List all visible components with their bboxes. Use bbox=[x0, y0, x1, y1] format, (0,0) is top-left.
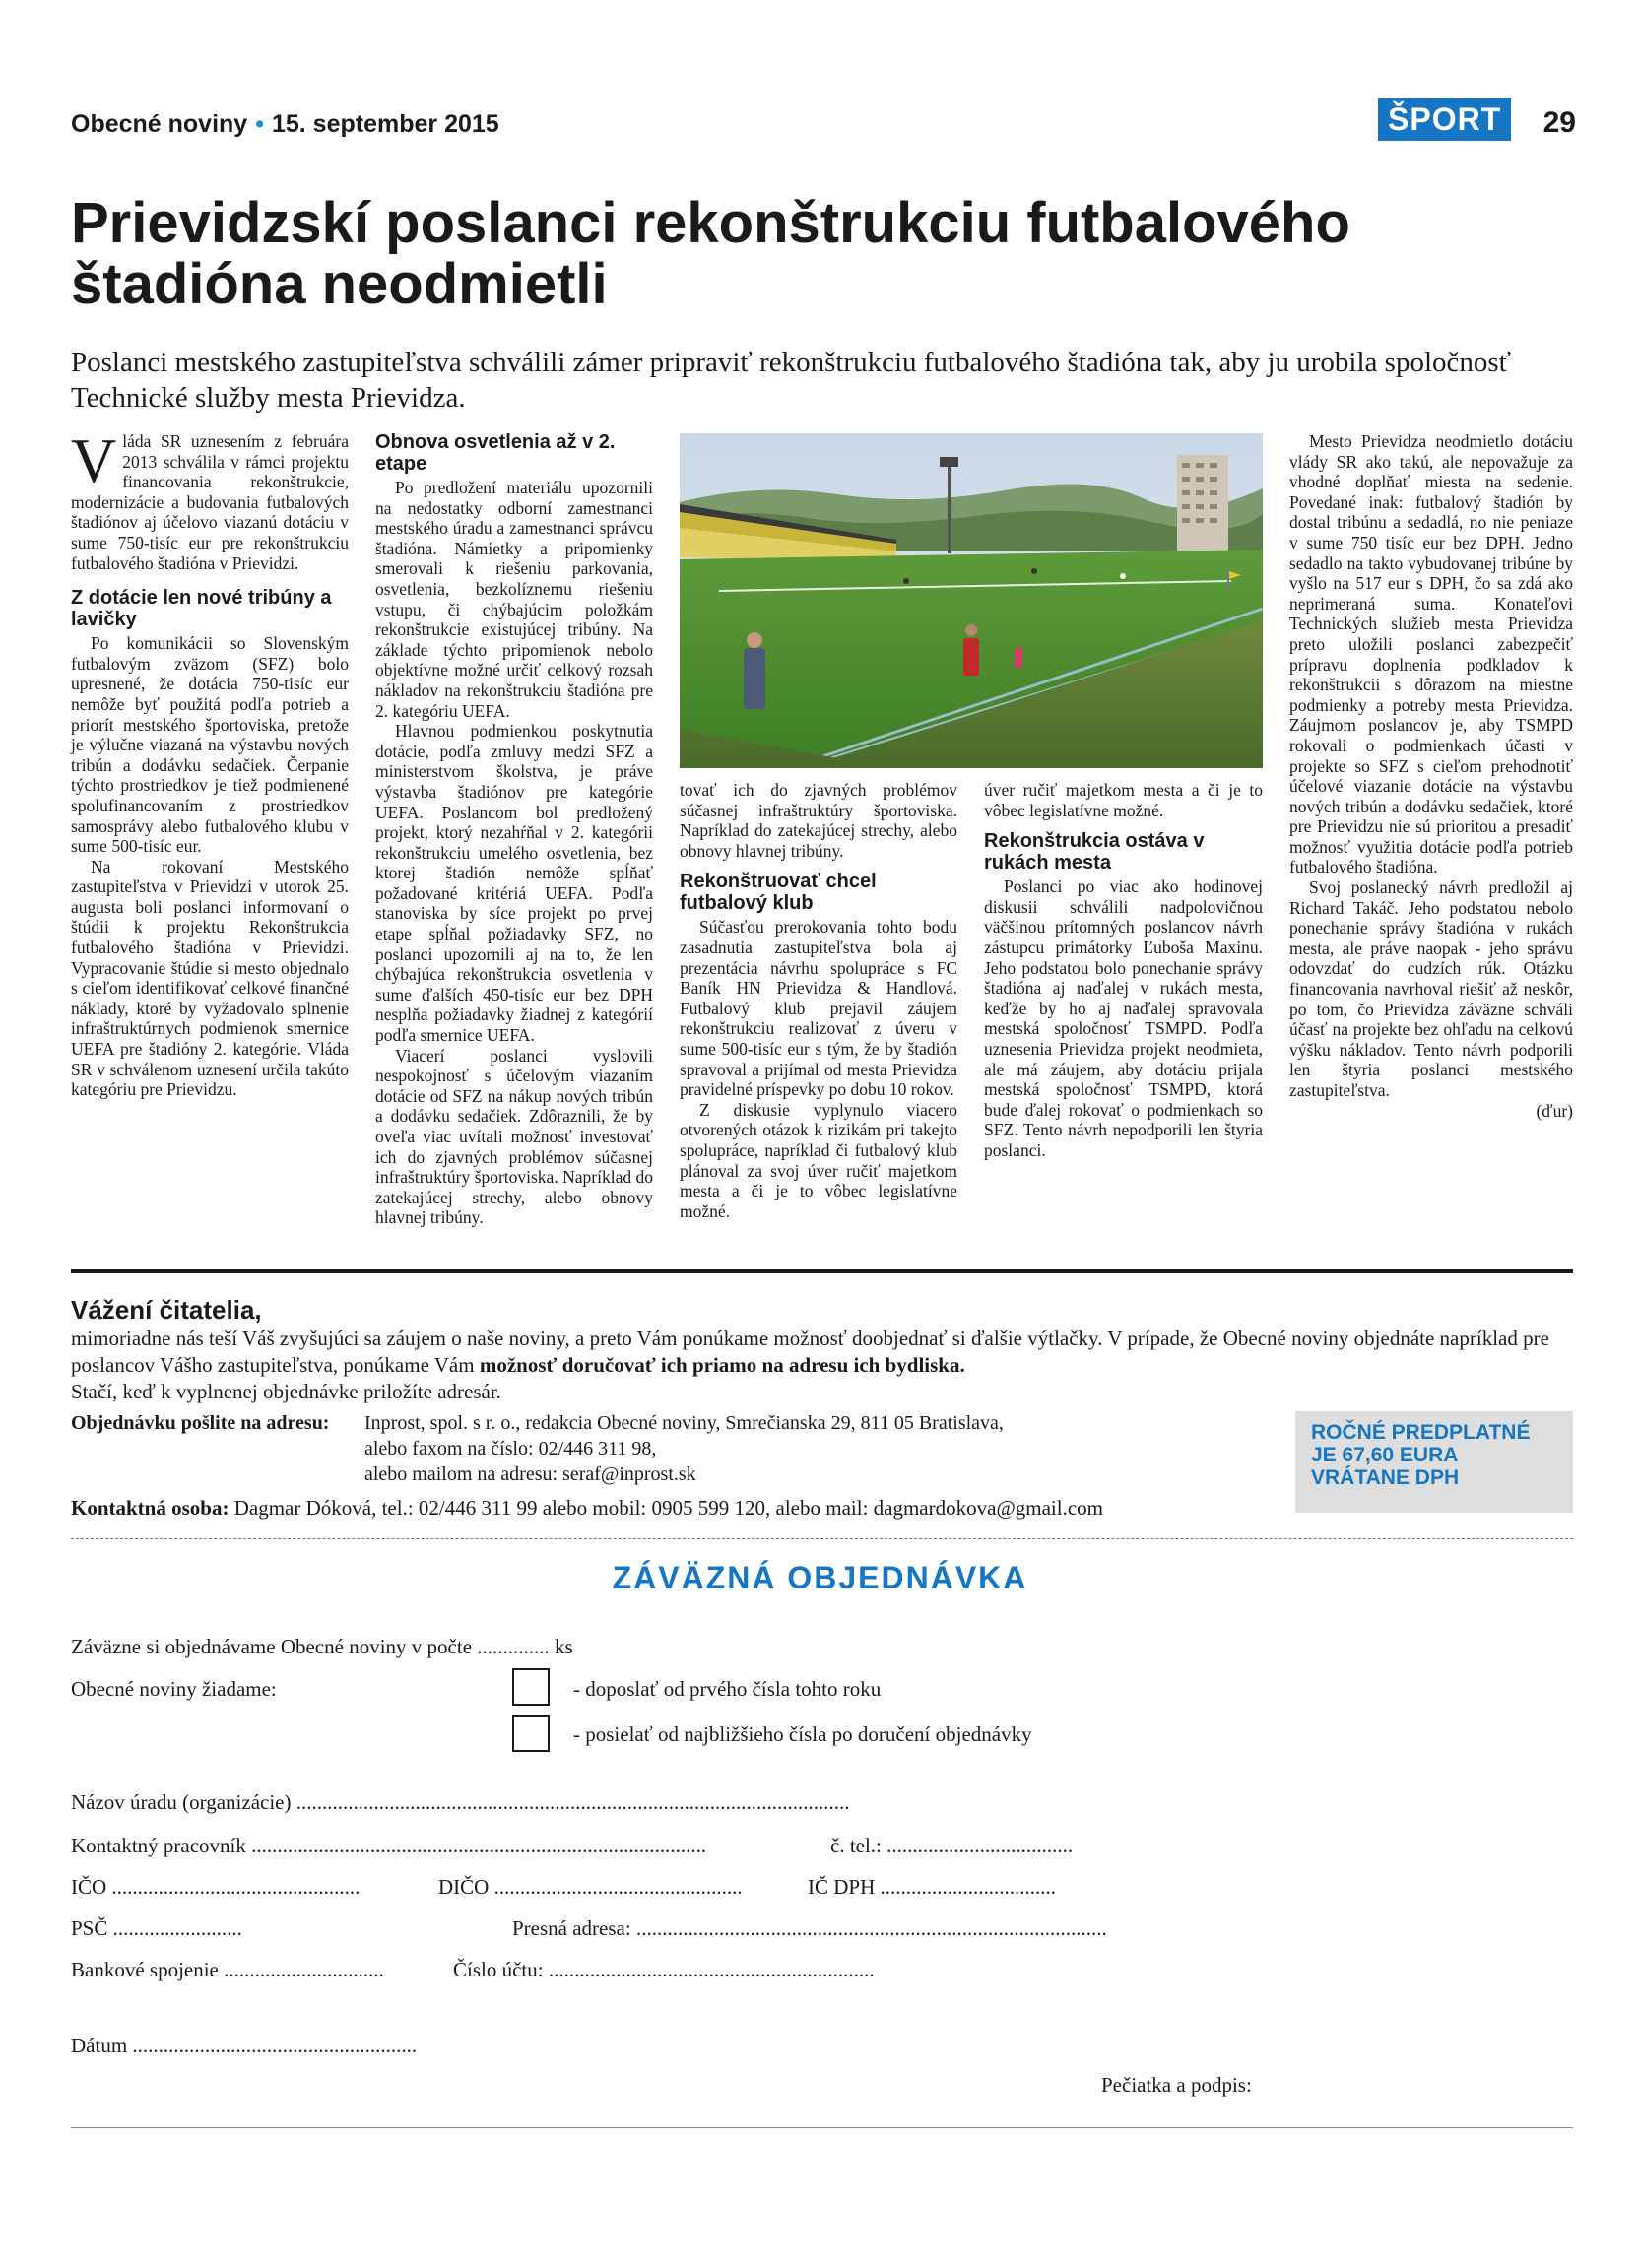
form-title: ZÁVÄZNÁ OBJEDNÁVKA bbox=[612, 1560, 1028, 1595]
intro-paragraph bbox=[71, 425, 349, 573]
article-column-1 bbox=[71, 425, 349, 1100]
option-from-next-issue: - posielať od najbližšieho čísla po doručení objednávky bbox=[573, 1722, 1032, 1746]
option-from-first-issue: - doposlať od prvého čísla tohto roku bbox=[573, 1677, 882, 1701]
intro-text: láda SR uznesením z februára 2013 schválila v rámci projektu financovania rekonštrukcie, modernizácie a budovania futbalových štadiónov aj účelovo viazanú dotáciu v sume 750-tisíc eur pre rekonštrukciu futbalového štadióna v Prievidzi. bbox=[71, 431, 349, 573]
subscription-box bbox=[1295, 1411, 1573, 1513]
paper-name: Obecné noviny bbox=[71, 110, 248, 138]
subscription-price: JE 67,60 EURA bbox=[1311, 1444, 1459, 1466]
field-account[interactable]: Číslo účtu: ............................................................... bbox=[453, 1958, 875, 1981]
paragraph: Poslanci po viac ako hodinovej diskusii schválili nadpolovičnou väčšinou prítomných poslancov návrh zástupcu primátorky Ľuboša Maxinu. Jeho podstatou bolo ponechanie správy štadióna aj naďalej v rukách mesta, keďže by ho aj naďalej spravovala mestská spoločnosť TSMPD. Podľa uznesenia Prievidza projekt neodmieta, ale má záujem, aby dotáciu prijala mestská spoločnosť TSMPD, ktorá bude ďalej rokovať o podmienkach so SFZ. Tento návrh nepodporili len štyria poslanci. bbox=[984, 876, 1263, 1160]
paragraph: Viacerí poslanci vyslovili nespokojnosť s účelovým viazaním dotácie od SFZ na nákup nových tribún a dodávku sedačiek. Zdôraznili, že by oveľa viac uvítali možnosť investovať ich do zjavných problémov súčasnej infraštruktúry športoviska. Napríklad do zatekajúcej strechy, alebo obnovy hlavnej tribúny. bbox=[375, 1045, 653, 1228]
stadium-photo bbox=[680, 433, 1263, 768]
form-request-label: Obecné noviny žiadame: bbox=[71, 1677, 277, 1701]
masthead bbox=[71, 101, 1576, 146]
article-column-3 bbox=[680, 780, 957, 1221]
article-headline: Prievidzskí poslanci rekonštrukciu futbalového štadióna neodmietli bbox=[71, 191, 1350, 316]
article-column-4 bbox=[984, 780, 1263, 1161]
author-signature: (ďur) bbox=[1536, 1100, 1573, 1121]
field-contact-person[interactable]: Kontaktný pracovník ........................................................................................ bbox=[71, 1834, 707, 1857]
dropcap: V bbox=[71, 425, 117, 495]
contact-label: Kontaktná osoba: bbox=[71, 1496, 230, 1520]
paragraph: Svoj poslanecký návrh predložil aj Richard Takáč. Jeho podstatou nebolo ponechanie správy štadióna v rukách mesta, ale práve naopak - jeho správu odovzdať do cudzích rúk. Otázku financovania navrhoval riešiť až neskôr, po tom, čo Prievidza záväzne schváli účasť na projekte bez ohľadu na celkovú výšku nákladov. Tento návrh podporili len štyria poslanci mestského zastupiteľstva. bbox=[1289, 877, 1573, 1100]
contact-line bbox=[71, 1496, 1103, 1521]
paragraph-continued: úver ručiť majetkom mesta a či je to vôbec legislatívne možné. bbox=[984, 780, 1263, 820]
order-email-line: alebo mailom na adresu: seraf@inprost.sk bbox=[364, 1463, 696, 1485]
paragraph: Po predložení materiálu upozornili na nedostatky odborní zamestnanci mestského úradu a zamestnanci správcu štadióna. Námietky a pripomienky smerovali k riešeniu parkovania, osvetlenia, bezkolíznemu riešeniu vstupu, či chýbajúcim položkám rekonštrukcie existujúcej tribúny. Na základe týchto pripomienok nebolo objektívne možné určiť celkový rozsah nákladov na rekonštrukciu štadióna pre 2. kategóriu UEFA. bbox=[375, 478, 653, 721]
checkbox-from-first-issue[interactable] bbox=[512, 1668, 550, 1706]
paragraph: Mesto Prievidza neodmietlo dotáciu vlády SR ako takú, ale nepovažuje za vhodné doplňať miesta na sedenie. Povedané inak: futbalový štadión by dostal tribúnu a sedadlá, no nie peniaze v sume 750 tisíc eur bez DPH. Jedno sedadlo na takto vybudovanej tribúne by vyšlo na 517 eur s DPH, čo sa zdá ako neprimeraná suma. Konateľovi Technických služieb mesta Prievidza preto uložili poslanci zabezpečiť prípravu doplnenia podkladov k rekonštrukcii s dôrazom na miestne podmienky a potreby mesta Prievidza. Záujmom poslancov je, aby TSMPD rokovali o podmienkach účasti v projekte so SFZ s cieľom prehodnotiť účelové viazanie dotácie na výstavbu nových tribún a dodávku sedačiek, ktoré pre Prievidzu nie sú prioritou a presadiť možnosť využitia dotácie podľa potrieb futbalového štadióna. bbox=[1289, 431, 1573, 877]
article-column-2 bbox=[375, 431, 653, 1228]
checkbox-from-next-issue[interactable] bbox=[512, 1715, 550, 1752]
order-address-line: Inprost, spol. s r. o., redakcia Obecné noviny, Smrečianska 29, 811 05 Bratislava, bbox=[364, 1412, 1004, 1434]
subheading-osvetlenie: Obnova osvetlenia až v 2. etape bbox=[375, 431, 616, 475]
order-fax-line: alebo faxom na číslo: 02/446 311 98, bbox=[364, 1438, 657, 1459]
article-lead: Poslanci mestského zastupiteľstva schválili zámer pripraviť rekonštrukciu futbalového štadióna tak, aby ju urobila spoločnosť Technické služby mesta Prievidza. bbox=[71, 347, 1512, 414]
field-ico[interactable]: IČO ................................................ bbox=[71, 1875, 361, 1899]
page-number: 29 bbox=[1542, 106, 1576, 139]
subheading-mesto: Rekonštrukcia ostáva v rukách mesta bbox=[984, 830, 1205, 875]
field-phone[interactable]: č. tel.: .................................... bbox=[830, 1834, 1074, 1857]
paragraph: Hlavnou podmienkou poskytnutia dotácie, podľa zmluvy medzi SFZ a ministerstvom školstva, je práve výstavba štadiónov pre kategórie UEFA. Poslancom bol predložený projekt, ktorý nezahŕňal v 2. kategórii rekonštrukciu umelého osvetlenia, bez ktorej štadión nemôže spĺňať požadované kritériá UEFA. Podľa stanoviska by síce projekt po prvej etape spĺňal požiadavky SFZ, no poslanci upozornili aj na to, že len chýbajúca rekonštrukcia osvetlenia v sume ďalších 450-tisíc eur bez DPH nesplňa požiadavky žiadnej z kategórií podľa smernice UEFA. bbox=[375, 721, 653, 1046]
order-address-label: Objednávku pošlite na adresu: bbox=[71, 1412, 330, 1434]
readers-title: Vážení čitatelia, bbox=[71, 1295, 262, 1325]
paragraph: Z diskusie vyplynulo viacero otvorených otázok k rizikám pri takejto spolupráce, napríklad či futbalový klub plánoval za svoj úver ručiť majetkom mesta a či je to vôbec legislatívne možné. bbox=[680, 1099, 957, 1221]
readers-body-text: mimoriadne nás teší Váš zvyšujúci sa záujem o naše noviny, a preto Vám ponúkame možnosť doobjednať si ďalšie výtlačky. V prípade, že Obecné noviny objednáte napríklad pre poslancov Vášho zastupiteľstva, ponúkame Vám bbox=[71, 1327, 1549, 1377]
paragraph: Po komunikácii so Slovenským futbalovým zväzom (SFZ) bolo upresnené, že dotácia 750-tisíc eur nemôže byť použitá podľa potrieb a priorít mestského športoviska, pretože je výlučne viazaná na výstavbu nových tribún a dodávku sedačiek. Čerpanie týchto prostriedkov je tiež podmienené spolufinancovaním z prostriedkov samosprávy alebo futbalového klubu v sume 500-tisíc eur. bbox=[71, 633, 349, 857]
field-date[interactable]: Dátum ....................................................... bbox=[71, 2034, 418, 2057]
issue-date: 15. september 2015 bbox=[271, 110, 499, 138]
stamp-signature-label: Pečiatka a podpis: bbox=[1101, 2073, 1252, 2097]
order-address-block bbox=[71, 1410, 1282, 1487]
separator-dot: • bbox=[255, 110, 264, 138]
field-ic-dph[interactable]: IČ DPH .................................. bbox=[808, 1875, 1057, 1899]
subscription-vat: VRÁTANE DPH bbox=[1311, 1466, 1460, 1489]
readers-body-bold: možnosť doručovať ich priamo na adresu ich bydliska. bbox=[479, 1353, 965, 1377]
subscription-line: ROČNÉ PREDPLATNÉ bbox=[1311, 1421, 1531, 1444]
bottom-rule bbox=[71, 2127, 1573, 2128]
paragraph: Súčasťou prerokovania tohto bodu zasadnutia zastupiteľstva bola aj prezentácia návrhu spolupráce s FC Baník HN Prievidza & Handlová. Futbalový klub prejavil záujem rekonštrukciu realizovať z úveru v sume 500-tisíc eur s tým, že by štadión spravoval a prijímal od mesta Prievidza pravidelné príspevky po dobu 10 rokov. bbox=[680, 917, 957, 1100]
field-dic[interactable]: DIČO ................................................ bbox=[438, 1875, 743, 1899]
field-psc[interactable]: PSČ ......................... bbox=[71, 1916, 242, 1940]
article-column-5 bbox=[1289, 431, 1573, 1121]
field-bank[interactable]: Bankové spojenie ............................... bbox=[71, 1958, 384, 1981]
field-address[interactable]: Presná adresa: ........................................................................................... bbox=[512, 1916, 1107, 1940]
subheading-dotacie: Z dotácie len nové tribúny a lavičky bbox=[71, 587, 332, 631]
section-divider bbox=[71, 1269, 1573, 1273]
cut-line bbox=[71, 1538, 1573, 1540]
section-badge: ŠPORT bbox=[1378, 98, 1511, 141]
paragraph-continued: tovať ich do zjavných problémov súčasnej infraštruktúry športoviska. Napríklad do zatekajúcej strechy, alebo obnovy hlavnej tribúny. bbox=[680, 780, 957, 861]
masthead-paper-date bbox=[71, 110, 499, 139]
field-office-name[interactable]: Názov úradu (organizácie) ........................................................................................................... bbox=[71, 1790, 850, 1814]
readers-body bbox=[71, 1326, 1568, 1405]
form-count-line[interactable]: Záväzne si objednávame Obecné noviny v počte .............. ks bbox=[71, 1635, 573, 1658]
readers-body-end: Stačí, keď k vyplnenej objednávke priložíte adresár. bbox=[71, 1380, 501, 1403]
subheading-klub: Rekonštruovať chcel futbalový klub bbox=[680, 871, 877, 915]
paragraph: Na rokovaní Mestského zastupiteľstva v Prievidzi v utorok 25. augusta boli poslanci informovaní o štúdii k projektu Rekonštrukcia futbalového štadióna v Prievidzi. Vypracovanie štúdie si mesto objednalo s cieľom identifikovať celkové finančné náklady, ktoré by vyžadovalo splnenie infraštruktúrnych podmienok smernice UEFA pre štadióny 2. kategórie. Vláda SR v schválenom uznesení určila takúto kategóriu pre Prievidzu. bbox=[71, 856, 349, 1100]
contact-text: Dagmar Dóková, tel.: 02/446 311 99 alebo mobil: 0905 599 120, alebo mail: dagmardokova@gmail.com bbox=[233, 1496, 1104, 1520]
